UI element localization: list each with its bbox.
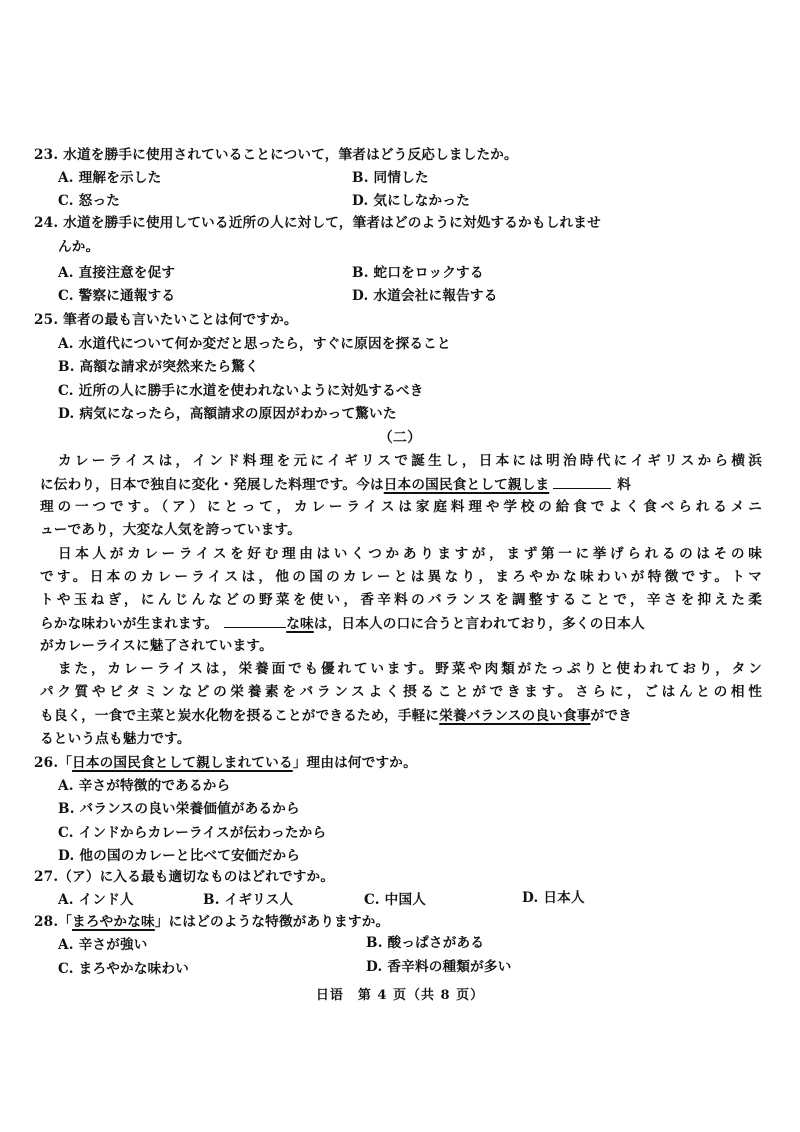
question-28-stem: 28.「まろやかな味」にはどのような特徴がありますか。 [34, 914, 390, 930]
passage-line: も良く，一食で主菜と炭水化物を摂ることができるため，手軽に栄養バランスの良い食事ができ [40, 708, 632, 724]
q28-option-c: C. まろやかな味わい [58, 961, 189, 977]
underline-blank [224, 613, 286, 628]
q27-option-c: C. 中国人 [364, 892, 427, 908]
q26-option-c: C. インドからカレーライスが伝わったから [58, 825, 327, 841]
passage-line: カレーライスは，インド料理を元にイギリスで誕生し，日本には明治時代にイギリスから横浜 [58, 453, 762, 469]
question-25-stem: 25. 筆者の最も言いたいことは何ですか。 [34, 312, 298, 328]
passage-line: 理の一つです。（ア）にとって，カレーライスは家庭料理や学校の給食でよく食べられるメニ [40, 499, 762, 515]
q25-option-c: C. 近所の人に勝手に水道を使われないように対処するべき [58, 383, 424, 399]
passage-line: に伝わり，日本で独自に変化・発展した料理です。今は日本の国民食として親しま 料 [40, 474, 762, 495]
underline-phrase: 栄養バランスの良い食事 [439, 708, 591, 724]
passage-line: 日本人がカレーライスを好む理由はいくつかありますが，まず第一に挙げられるのはその味 [58, 546, 762, 562]
q26-option-b: B. バランスの良い栄養価値があるから [58, 801, 300, 817]
q28-option-b: B. 酸っぱさがある [366, 935, 485, 951]
page-footer: 日语 第 4 页（共 8 页） [315, 988, 485, 1003]
q24-option-d: D. 水道会社に報告する [352, 288, 498, 304]
q28-option-d: D. 香辛料の種類が多い [366, 959, 512, 975]
question-26-stem: 26.「日本の国民食として親しまれている」理由は何ですか。 [34, 755, 417, 771]
q23-option-a: A. 理解を示した [58, 170, 162, 186]
question-24-stem-cont: んか。 [58, 239, 100, 255]
underline-target-26: 日本の国民食として親しま [383, 477, 550, 493]
q26-option-a: A. 辛さが特徴的であるから [58, 778, 231, 794]
q27-option-d: D. 日本人 [522, 890, 585, 906]
passage-line: ューであり，大変な人気を誇っています。 [40, 522, 301, 538]
underline-blank [553, 474, 611, 489]
q24-option-b: B. 蛇口をロックする [352, 265, 484, 281]
passage-line: がカレーライスに魅了されています。 [40, 638, 273, 654]
q23-option-c: C. 怒った [58, 193, 121, 209]
q27-option-a: A. インド人 [58, 892, 134, 908]
passage-line: らかな味わいが生まれます。 な味は，日本人の口に合うと言われており，多くの日本人 [40, 613, 762, 634]
q25-option-b: B. 高額な請求が突然来たら驚く [58, 359, 259, 375]
q27-option-b: B. イギリス人 [203, 892, 294, 908]
passage-line: パク質やビタミンなどの栄養素をバランスよく摂ることができます。さらに，ごはんとの相性 [40, 684, 762, 700]
passage-line: です。日本のカレーライスは，他の国のカレーとは異なり，まろやかな味わいが特徴です。トマ [40, 569, 762, 585]
passage-line: トや玉ねぎ，にんじんなどの野菜を使い，香辛料のバランスを調整することで，辛さを抑えた柔 [40, 592, 762, 608]
underline-target-28: な味 [286, 616, 314, 632]
question-24-stem: 24. 水道を勝手に使用している近所の人に対して，筆者はどのように対処するかもしれませ [34, 215, 601, 231]
q25-option-d: D. 病気になったら，高額請求の原因がわかって驚いた [58, 406, 397, 422]
q26-option-d: D. 他の国のカレーと比べて安価だから [58, 848, 301, 864]
q28-option-a: A. 辛さが強い [58, 937, 148, 953]
q23-option-b: B. 同情した [352, 170, 429, 186]
section-heading: （二） [378, 430, 422, 446]
passage-line: るという点も魅力です。 [40, 731, 191, 747]
q25-option-a: A. 水道代について何か変だと思ったら，すぐに原因を探ること [58, 336, 451, 352]
question-27-stem: 27.（ア）に入る最も適切なものはどれですか。 [34, 869, 335, 885]
q23-option-d: D. 気にしなかった [352, 193, 470, 209]
question-23-stem: 23. 水道を勝手に使用されていることについて，筆者はどう反応しましたか。 [34, 147, 518, 163]
q24-option-a: A. 直接注意を促す [58, 265, 176, 281]
q24-option-c: C. 警察に通報する [58, 288, 176, 304]
passage-line: また，カレーライスは，栄養面でも優れています。野菜や肉類がたっぷりと使われており，タン [58, 661, 762, 677]
